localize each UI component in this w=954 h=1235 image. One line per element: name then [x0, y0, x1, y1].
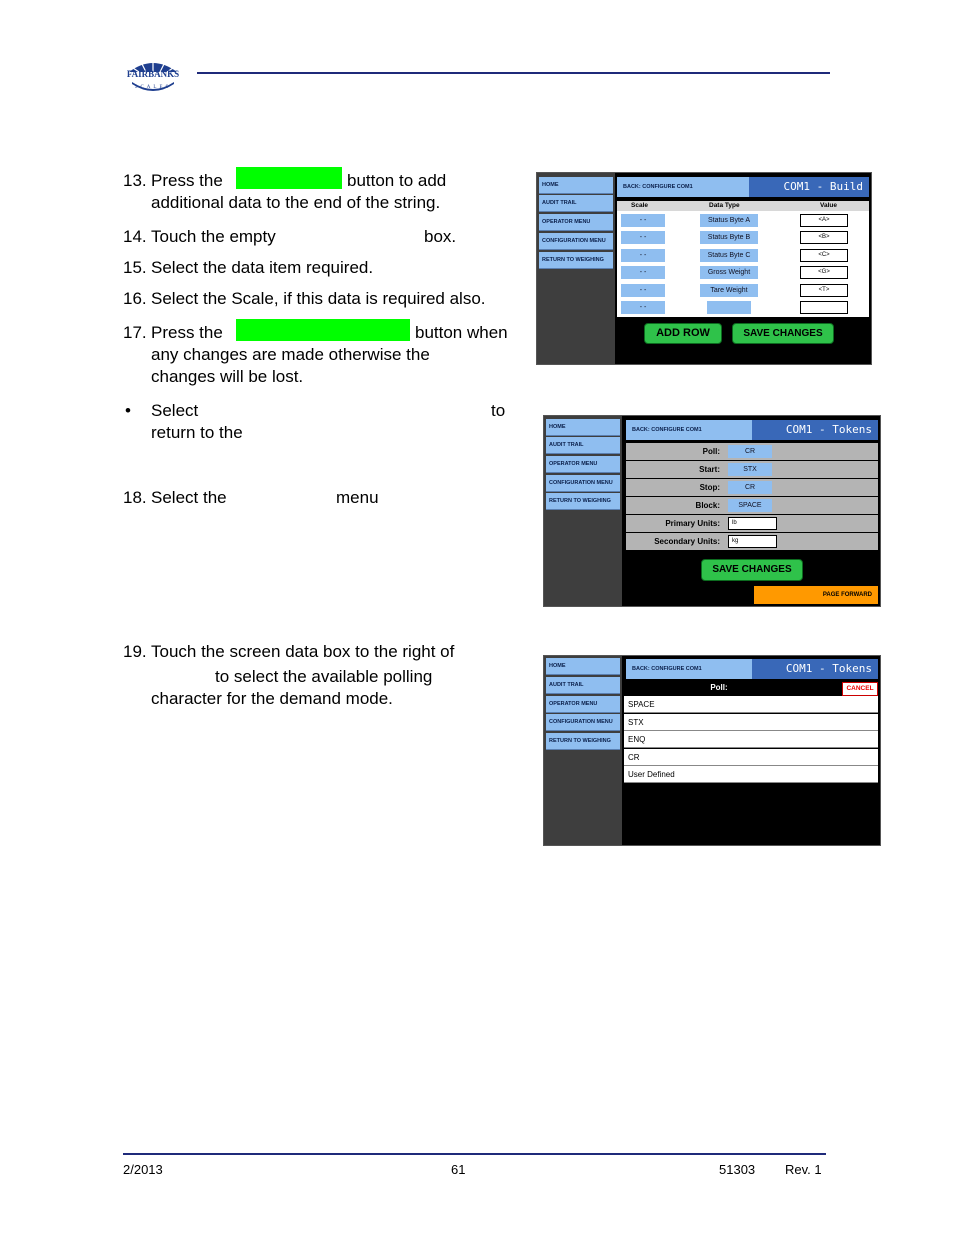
sidebar-item-configuration-menu[interactable]: CONFIGURATION MENU [539, 233, 613, 250]
step-text: changes will be lost. [151, 367, 304, 386]
sidebar-item-configuration-menu[interactable]: CONFIGURATION MENU [546, 475, 620, 492]
poll-label: Poll: [710, 683, 728, 692]
token-label: Block: [695, 501, 720, 510]
step-text: box. [424, 227, 457, 246]
sidebar-item-configuration-menu[interactable]: CONFIGURATION MENU [546, 714, 620, 731]
value-cell[interactable]: <C> [800, 249, 848, 262]
step-number: 16. [123, 289, 147, 308]
scale-cell[interactable]: - - [621, 214, 665, 227]
step-text: Select the Scale, if this data is required also. [151, 289, 486, 308]
scale-cell[interactable]: - - [621, 266, 665, 279]
step-text: character for the demand mode. [151, 689, 393, 708]
add-row-highlight [236, 167, 342, 189]
logo-subtext: SCALES [134, 85, 172, 90]
fairbanks-logo [124, 56, 182, 98]
save-changes-highlight [236, 319, 410, 341]
sidebar-item-return-to-weighing[interactable]: RETURN TO WEIGHING [539, 252, 613, 269]
data-type-cell[interactable]: Gross Weight [700, 266, 758, 279]
back-link[interactable]: BACK: CONFIGURE COM1 [632, 666, 702, 672]
data-type-cell[interactable]: Status Byte A [700, 214, 758, 227]
scale-cell[interactable]: - - [621, 301, 665, 314]
step-text: Select the data item required. [151, 258, 374, 277]
value-cell[interactable] [800, 301, 848, 314]
header-rule [197, 72, 830, 74]
screen-title: COM1 - Tokens [752, 659, 878, 679]
screen-com1-build [536, 172, 872, 365]
sidebar-item-audit-trail[interactable]: AUDIT TRAIL [546, 677, 620, 694]
token-label: Secondary Units: [654, 537, 720, 546]
poll-option[interactable]: STX [624, 714, 878, 731]
col-data-type: Data Type [709, 202, 740, 209]
token-value[interactable]: CR [728, 481, 772, 494]
sidebar-item-operator-menu[interactable]: OPERATOR MENU [546, 696, 620, 713]
poll-option[interactable]: User Defined [624, 766, 878, 783]
token-value[interactable]: SPACE [728, 499, 772, 512]
footer-rule [123, 1153, 826, 1155]
step-text: Touch the empty [151, 227, 276, 246]
step-text: Select the [151, 488, 227, 507]
poll-option[interactable]: CR [624, 749, 878, 766]
step-text: to [491, 401, 506, 420]
step-text: Touch the screen data box to the right of [151, 642, 455, 661]
token-value[interactable]: kg [728, 535, 777, 548]
step-number: 15. [123, 258, 147, 277]
page-forward-button[interactable]: PAGE FORWARD [754, 586, 878, 604]
sidebar-item-home[interactable]: HOME [546, 419, 620, 436]
sidebar-item-return-to-weighing[interactable]: RETURN TO WEIGHING [546, 733, 620, 750]
data-type-cell[interactable]: Tare Weight [700, 284, 758, 297]
step-text: return to the [151, 423, 243, 442]
value-cell[interactable]: <G> [800, 266, 848, 279]
value-cell[interactable]: <A> [800, 214, 848, 227]
screen-com1-tokens [543, 415, 881, 607]
save-changes-button[interactable]: SAVE CHANGES [701, 559, 803, 581]
value-cell[interactable]: <T> [800, 284, 848, 297]
step-text: any changes are made otherwise the [151, 345, 430, 364]
sidebar-item-operator-menu[interactable]: OPERATOR MENU [539, 214, 613, 231]
value-cell[interactable]: <B> [800, 231, 848, 244]
scale-cell[interactable]: - - [621, 231, 665, 244]
footer-page-number: 61 [451, 1162, 466, 1177]
step-number: 14. [123, 227, 147, 246]
step-number: 18. [123, 488, 147, 507]
back-link[interactable]: BACK: CONFIGURE COM1 [632, 427, 702, 433]
bullet-icon: • [125, 401, 131, 420]
screen-title: COM1 - Tokens [752, 420, 878, 440]
step-text: additional data to the end of the string. [151, 193, 441, 212]
screen-poll-select [543, 655, 881, 846]
step-number: 13. [123, 171, 147, 190]
scale-cell[interactable]: - - [621, 249, 665, 262]
data-type-cell[interactable]: Status Byte C [700, 249, 758, 262]
screen-title: COM1 - Build [749, 177, 869, 197]
step-text: to select the available polling [215, 667, 433, 686]
cancel-button[interactable]: CANCEL [842, 682, 878, 696]
add-row-button[interactable]: ADD ROW [644, 323, 722, 344]
data-type-cell[interactable]: Status Byte B [700, 231, 758, 244]
step-text: menu [336, 488, 379, 507]
col-scale: Scale [631, 202, 648, 209]
step-text: Select [151, 401, 199, 420]
scale-cell[interactable]: - - [621, 284, 665, 297]
save-changes-button[interactable]: SAVE CHANGES [732, 323, 834, 344]
token-label: Stop: [699, 483, 720, 492]
logo-wordmark: FAIRBANKS [126, 69, 180, 79]
token-value[interactable]: CR [728, 445, 772, 458]
token-label: Start: [699, 465, 720, 474]
step-number: 19. [123, 642, 147, 661]
footer-revision: Rev. 1 [785, 1162, 822, 1177]
poll-option[interactable]: ENQ [624, 731, 878, 748]
sidebar-item-operator-menu[interactable]: OPERATOR MENU [546, 456, 620, 473]
step-number: 17. [123, 323, 147, 342]
step-text: Press the [151, 323, 223, 342]
poll-option[interactable]: SPACE [624, 696, 878, 713]
back-link[interactable]: BACK: CONFIGURE COM1 [623, 184, 693, 190]
data-type-cell[interactable] [707, 301, 751, 314]
footer-doc-number: 51303 [719, 1162, 756, 1177]
sidebar-item-home[interactable]: HOME [539, 177, 613, 194]
token-label: Poll: [702, 447, 720, 456]
step-text: button when [415, 323, 508, 342]
step-text: button to add [347, 171, 447, 190]
sidebar-item-home[interactable]: HOME [546, 658, 620, 675]
token-value[interactable]: STX [728, 463, 772, 476]
step-text: Press the [151, 171, 223, 190]
sidebar-item-return-to-weighing[interactable]: RETURN TO WEIGHING [546, 493, 620, 510]
token-value[interactable]: lb [728, 517, 777, 530]
sidebar-item-audit-trail[interactable]: AUDIT TRAIL [539, 195, 613, 212]
sidebar-item-audit-trail[interactable]: AUDIT TRAIL [546, 437, 620, 454]
token-label: Primary Units: [665, 519, 720, 528]
col-value: Value [820, 202, 837, 209]
footer-date: 2/2013 [123, 1162, 163, 1177]
